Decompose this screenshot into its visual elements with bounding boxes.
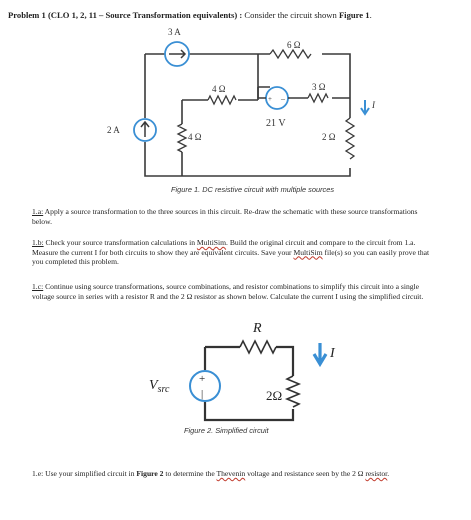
part-a-text: Apply a source transformation to the three sources in this circuit. Re-draw the schematic with these source transformations below. xyxy=(32,207,418,226)
resistor-r xyxy=(240,341,276,353)
label-i-fig2: I xyxy=(330,346,335,361)
part-c xyxy=(32,282,436,301)
part-b-multisim-2: MultiSim xyxy=(293,247,323,257)
figure-1-caption: Figure 1. DC resistive circuit with multiple sources xyxy=(171,185,335,194)
plus-icon: + xyxy=(199,373,206,385)
figure-2-circuit xyxy=(0,310,471,430)
label-3a: 3 A xyxy=(168,27,181,37)
label-r: R xyxy=(253,321,262,336)
problem-label: Problem 1 (CLO 1, 2, 11 – Source Transformation equivalents) : xyxy=(8,10,243,20)
minus-icon: | xyxy=(201,388,204,400)
label-2ohm: 2 Ω xyxy=(322,132,336,142)
part-e-thevenin: Thevenin xyxy=(216,469,246,478)
part-c-text: Continue using source transformations, source combinations, and resistor combinations to simplify this circuit into a single voltage source in series with a resistor R and the 2 Ω resistor as shown below. Calculate the current I using the simplified circuit. xyxy=(32,282,424,301)
wire-left xyxy=(145,54,350,176)
part-e-text-3: voltage and resistance seen by the 2 Ω xyxy=(245,469,366,478)
part-e-resistor: resistor xyxy=(365,469,388,478)
problem-text: Consider the circuit shown xyxy=(242,10,339,20)
part-e-figure-ref: Figure 2 xyxy=(136,469,164,478)
label-2a: 2 A xyxy=(107,125,120,135)
label-3ohm: 3 Ω xyxy=(312,82,326,92)
part-b-text-2: . Build the original circuit and compare to the circuit from 1.a. Measure the current I for both circuits to show they are equivalent circuits. Save your xyxy=(32,238,416,257)
part-b-label: 1.b: xyxy=(32,238,44,247)
label-4ohm-v: 4 Ω xyxy=(188,132,202,142)
part-b-multisim-1: MultiSim xyxy=(196,238,227,247)
part-b-text-3: file(s) so you can easily prove that you completed this problem. xyxy=(32,247,430,267)
label-21v: 21 V xyxy=(266,118,286,129)
part-b-text-1: Check your source transformation calculations in xyxy=(43,238,197,247)
label-2ohm-fig2: 2Ω xyxy=(266,388,283,403)
figure-2-caption: Figure 2. Simplified circuit xyxy=(184,426,269,435)
label-vsrc: $V_{src}$ xyxy=(149,378,170,395)
part-e-end: . xyxy=(387,469,390,478)
part-e-text-2: to determine the xyxy=(163,469,217,478)
resistor-6ohm xyxy=(270,50,311,58)
part-b xyxy=(32,238,436,267)
current-arrow-icon xyxy=(361,100,369,114)
resistor-4ohm-h xyxy=(208,96,236,104)
label-6ohm: 6 Ω xyxy=(287,40,301,50)
figure-1-circuit xyxy=(0,0,471,190)
part-a xyxy=(32,207,432,226)
part-c-label: 1.c: xyxy=(32,282,44,291)
title-period: . xyxy=(369,10,372,20)
part-e xyxy=(32,469,437,479)
label-4ohm-h: 4 Ω xyxy=(212,84,226,94)
minus-icon: – xyxy=(281,94,285,103)
plus-icon: + xyxy=(268,95,272,103)
part-e-text-1: Use your simplified circuit in xyxy=(43,469,137,478)
label-i: I xyxy=(372,100,375,110)
resistor-2ohm xyxy=(346,118,354,159)
part-e-label: 1.e: xyxy=(32,469,44,478)
current-arrow-icon xyxy=(314,343,326,364)
resistor-4ohm-v xyxy=(178,124,186,152)
resistor-3ohm xyxy=(308,94,328,102)
figure-ref: Figure 1 xyxy=(338,10,370,20)
part-a-label: 1.a: xyxy=(32,207,44,216)
resistor-2ohm-fig2 xyxy=(287,376,299,407)
